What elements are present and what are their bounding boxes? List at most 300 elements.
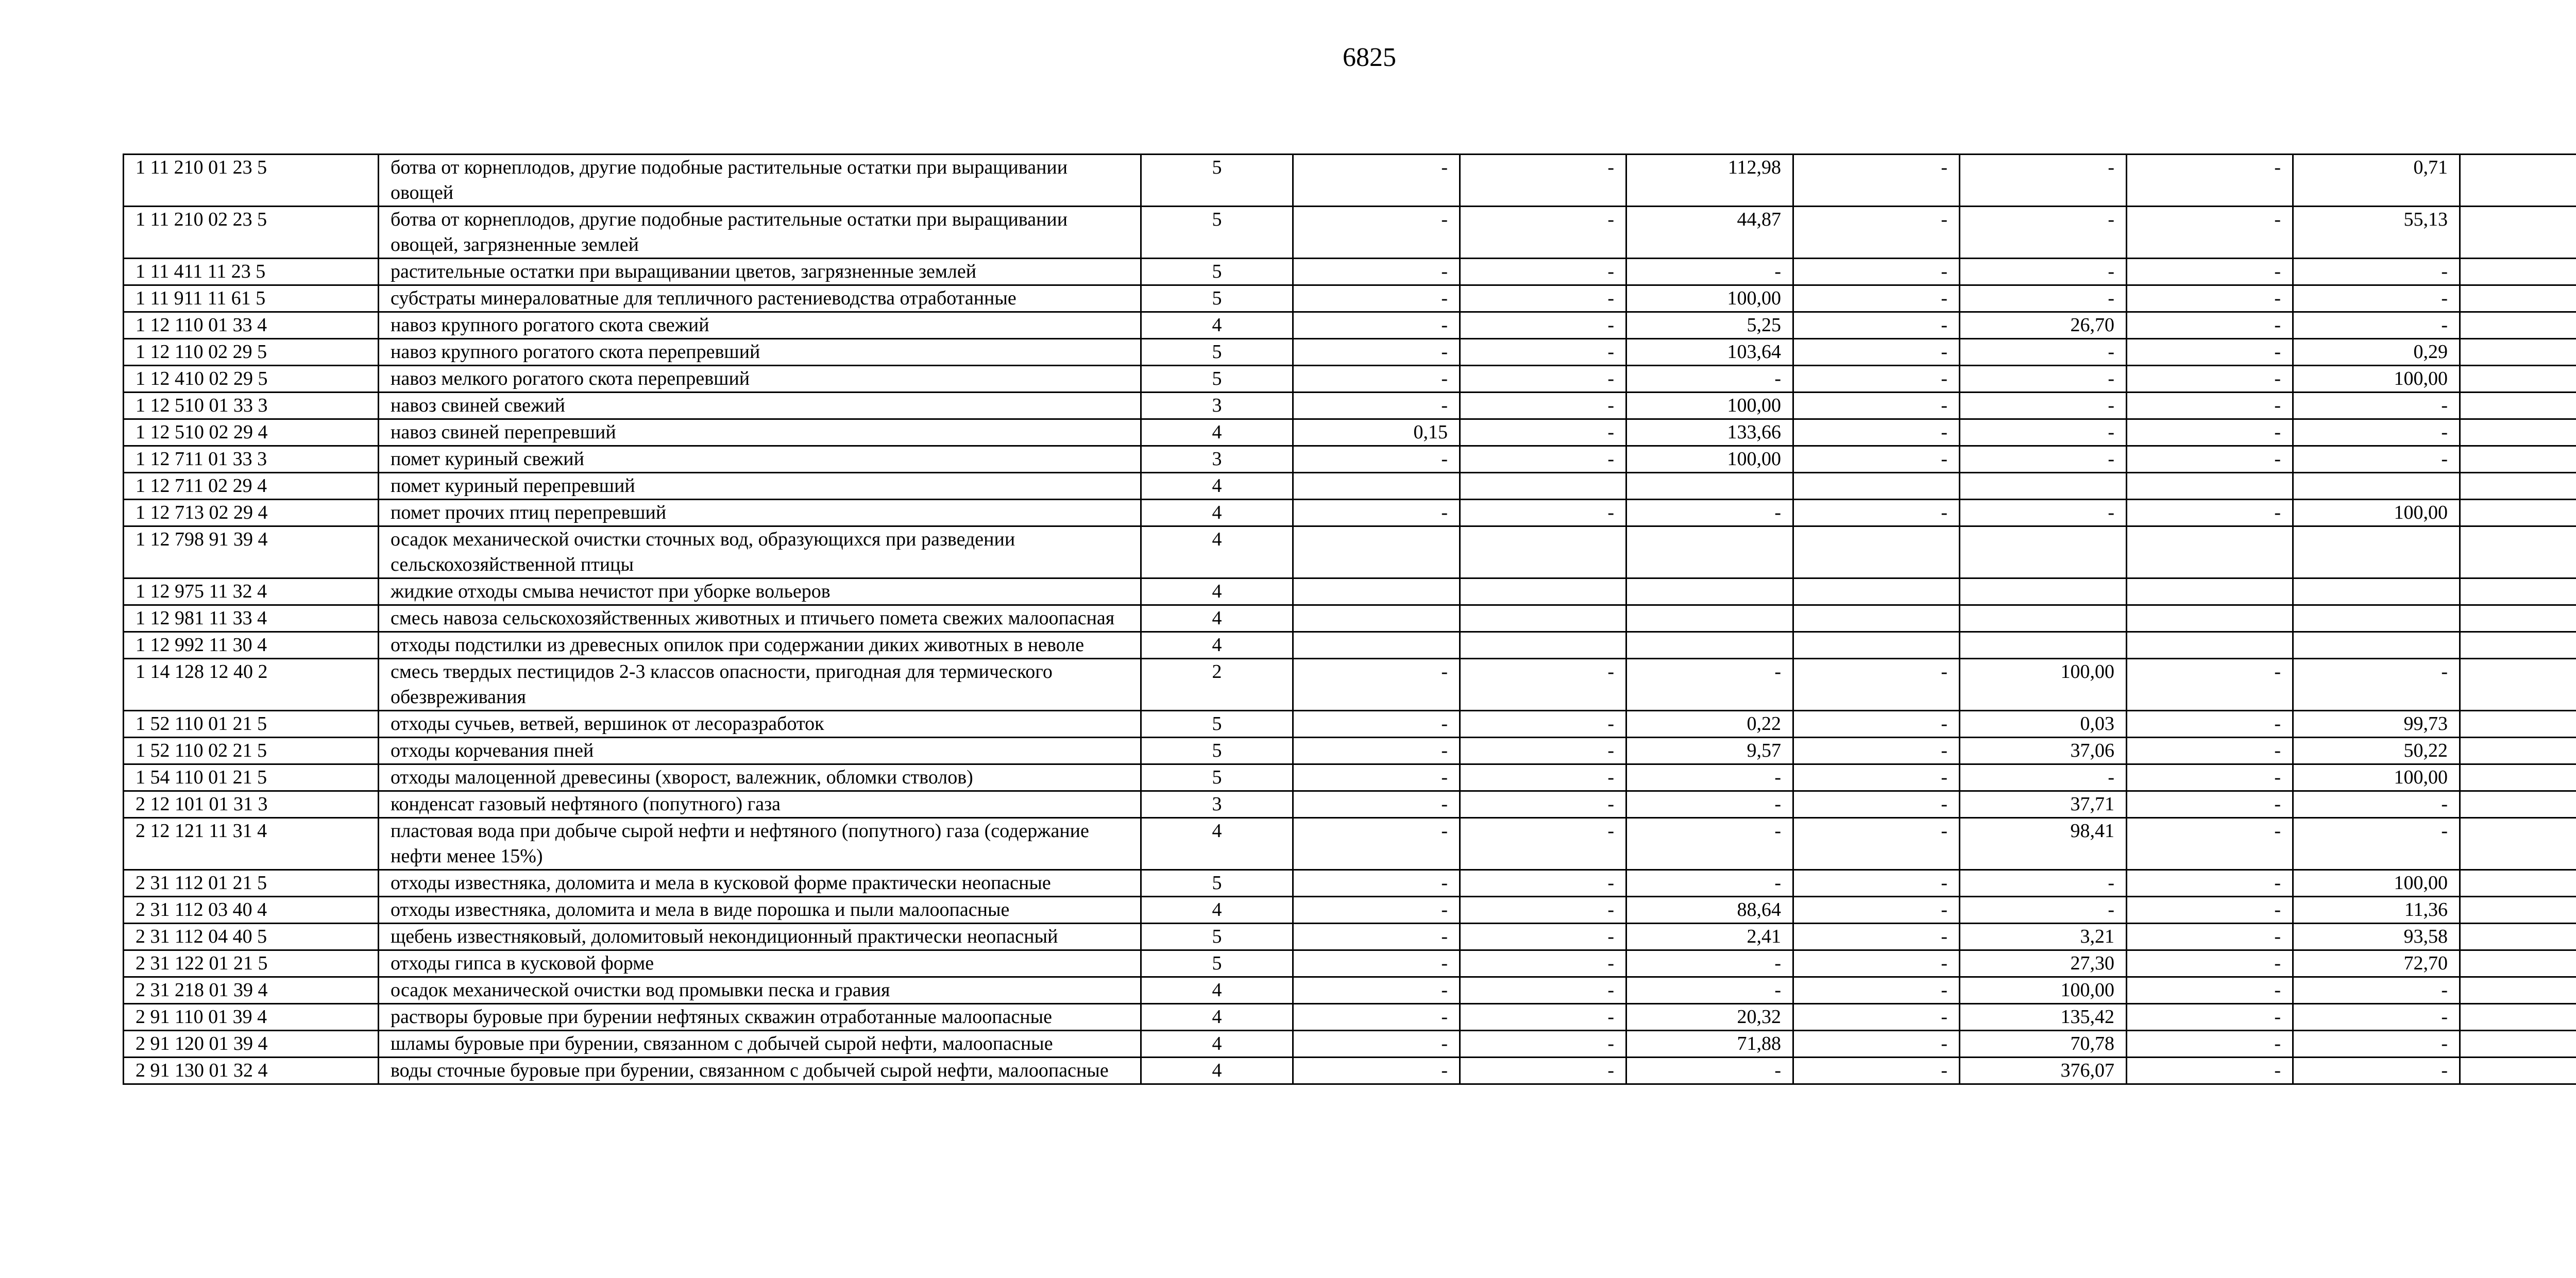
hazard-class-cell: 4 (1141, 312, 1293, 339)
table-row (124, 312, 2576, 339)
hazard-class-cell: 5 (1141, 339, 1293, 366)
value-cell: 5,25 (1626, 312, 1793, 339)
value-cell (2460, 711, 2576, 738)
hazard-class-cell: 4 (1141, 632, 1293, 659)
value-cell (2293, 473, 2460, 500)
value-cell: - (1793, 419, 1960, 446)
value-cell: - (1960, 897, 2127, 924)
hazard-class-cell: 4 (1141, 578, 1293, 605)
value-cell: - (2293, 791, 2460, 818)
value-cell: - (1793, 818, 1960, 870)
value-cell: - (1626, 791, 1793, 818)
value-cell: - (1793, 950, 1960, 977)
value-cell: 55,13 (2293, 207, 2460, 259)
waste-code-cell: 2 12 121 11 31 4 (124, 818, 379, 870)
value-cell: - (1460, 312, 1626, 339)
waste-name-cell: отходы малоценной древесины (хворост, валежник, обломки стволов) (379, 764, 1141, 791)
table-row (124, 393, 2576, 419)
waste-code-cell: 1 12 110 01 33 4 (124, 312, 379, 339)
value-cell (2293, 632, 2460, 659)
waste-name-cell: жидкие отходы смыва нечистот при уборке вольеров (379, 578, 1141, 605)
waste-code-cell: 1 12 975 11 32 4 (124, 578, 379, 605)
waste-code-cell: 2 91 110 01 39 4 (124, 1004, 379, 1031)
table-row (124, 473, 2576, 500)
value-cell: - (1793, 155, 1960, 207)
waste-code-cell: 1 12 711 02 29 4 (124, 473, 379, 500)
value-cell: - (1626, 659, 1793, 711)
table-row (124, 950, 2576, 977)
value-cell (2293, 578, 2460, 605)
table-row (124, 446, 2576, 473)
value-cell: - (1460, 393, 1626, 419)
waste-code-cell: 1 52 110 02 21 5 (124, 738, 379, 764)
value-cell: 100,00 (2293, 500, 2460, 526)
hazard-class-cell: 3 (1141, 393, 1293, 419)
waste-name-cell: воды сточные буровые при бурении, связанном с добычей сырой нефти, малоопасные (379, 1058, 1141, 1084)
value-cell (1960, 605, 2127, 632)
waste-name-cell: помет куриный перепревший (379, 473, 1141, 500)
value-cell (1793, 632, 1960, 659)
hazard-class-cell: 5 (1141, 924, 1293, 950)
value-cell: - (1793, 366, 1960, 393)
waste-name-cell: пластовая вода при добыче сырой нефти и нефтяного (попутного) газа (содержание нефти менее 15%) (379, 818, 1141, 870)
value-cell: - (1960, 155, 2127, 207)
value-cell: - (2127, 711, 2293, 738)
value-cell: - (1793, 207, 1960, 259)
hazard-class-cell: 5 (1141, 738, 1293, 764)
table-row (124, 870, 2576, 897)
value-cell: - (1960, 259, 2127, 285)
value-cell: - (2127, 791, 2293, 818)
waste-name-cell: осадок механической очистки вод промывки песка и гравия (379, 977, 1141, 1004)
hazard-class-cell: 4 (1141, 526, 1293, 578)
value-cell (1293, 632, 1460, 659)
value-cell (2460, 393, 2576, 419)
value-cell: - (2127, 207, 2293, 259)
value-cell: - (1460, 818, 1626, 870)
value-cell: 103,64 (1626, 339, 1793, 366)
waste-code-cell: 2 31 112 01 21 5 (124, 870, 379, 897)
value-cell: 0,29 (2293, 339, 2460, 366)
value-cell: - (1960, 419, 2127, 446)
value-cell: - (1460, 950, 1626, 977)
value-cell (1460, 526, 1626, 578)
value-cell: - (1460, 259, 1626, 285)
value-cell (2460, 738, 2576, 764)
hazard-class-cell: 4 (1141, 473, 1293, 500)
hazard-class-cell: 4 (1141, 977, 1293, 1004)
table-row (124, 155, 2576, 207)
value-cell: 93,58 (2293, 924, 2460, 950)
waste-code-cell: 2 31 218 01 39 4 (124, 977, 379, 1004)
value-cell: 20,32 (1626, 1004, 1793, 1031)
value-cell: 135,42 (1960, 1004, 2127, 1031)
value-cell: 11,36 (2293, 897, 2460, 924)
table-row (124, 500, 2576, 526)
value-cell (2460, 259, 2576, 285)
table-row (124, 285, 2576, 312)
waste-name-cell: ботва от корнеплодов, другие подобные растительные остатки при выращивании овощей, загрязненные землей (379, 207, 1141, 259)
value-cell: - (1460, 500, 1626, 526)
value-cell (1960, 578, 2127, 605)
hazard-class-cell: 5 (1141, 207, 1293, 259)
value-cell (2127, 526, 2293, 578)
waste-code-cell: 2 91 120 01 39 4 (124, 1031, 379, 1058)
value-cell: 0,22 (1626, 711, 1793, 738)
value-cell (1793, 605, 1960, 632)
waste-code-cell: 1 14 128 12 40 2 (124, 659, 379, 711)
value-cell: - (1460, 1031, 1626, 1058)
value-cell: - (2127, 285, 2293, 312)
value-cell: - (1293, 1031, 1460, 1058)
value-cell: - (1293, 393, 1460, 419)
table-row (124, 897, 2576, 924)
page-number: 6825 (1343, 43, 1396, 72)
value-cell: 9,57 (1626, 738, 1793, 764)
value-cell: 99,73 (2293, 711, 2460, 738)
waste-name-cell: конденсат газовый нефтяного (попутного) газа (379, 791, 1141, 818)
value-cell (2460, 285, 2576, 312)
value-cell: - (1460, 419, 1626, 446)
value-cell: - (2127, 764, 2293, 791)
value-cell: 0,71 (2293, 155, 2460, 207)
value-cell: - (1293, 155, 1460, 207)
value-cell: - (1960, 393, 2127, 419)
value-cell: - (1460, 791, 1626, 818)
hazard-class-cell: 4 (1141, 818, 1293, 870)
value-cell (1793, 578, 1960, 605)
value-cell: - (1793, 285, 1960, 312)
value-cell (2460, 870, 2576, 897)
value-cell: - (1293, 818, 1460, 870)
value-cell: - (2127, 1004, 2293, 1031)
value-cell (1626, 605, 1793, 632)
hazard-class-cell: 4 (1141, 1058, 1293, 1084)
value-cell: - (2127, 659, 2293, 711)
waste-code-cell: 2 91 130 01 32 4 (124, 1058, 379, 1084)
value-cell: - (2293, 818, 2460, 870)
value-cell: - (1626, 764, 1793, 791)
table-row (124, 818, 2576, 870)
value-cell: - (1293, 207, 1460, 259)
value-cell: - (1293, 738, 1460, 764)
waste-name-cell: помет прочих птиц перепревший (379, 500, 1141, 526)
value-cell: 0,15 (1293, 419, 1460, 446)
value-cell (2460, 924, 2576, 950)
value-cell: - (1293, 950, 1460, 977)
value-cell: 37,71 (1960, 791, 2127, 818)
value-cell: - (1793, 870, 1960, 897)
value-cell: 112,98 (1626, 155, 1793, 207)
value-cell (1960, 632, 2127, 659)
value-cell: - (1626, 977, 1793, 1004)
value-cell: - (1626, 259, 1793, 285)
value-cell (2460, 977, 2576, 1004)
value-cell: 100,00 (2293, 870, 2460, 897)
waste-code-cell: 1 12 110 02 29 5 (124, 339, 379, 366)
waste-code-cell: 1 11 411 11 23 5 (124, 259, 379, 285)
waste-name-cell: смесь навоза сельскохозяйственных животных и птичьего помета свежих малоопасная (379, 605, 1141, 632)
value-cell: - (1460, 285, 1626, 312)
value-cell: 2,41 (1626, 924, 1793, 950)
value-cell (1460, 578, 1626, 605)
waste-table (123, 154, 2576, 1085)
value-cell: - (1460, 977, 1626, 1004)
value-cell (2293, 526, 2460, 578)
value-cell (1793, 473, 1960, 500)
waste-code-cell: 1 11 911 11 61 5 (124, 285, 379, 312)
value-cell: - (1293, 897, 1460, 924)
hazard-class-cell: 5 (1141, 764, 1293, 791)
value-cell: - (1960, 339, 2127, 366)
value-cell: - (1793, 1004, 1960, 1031)
waste-code-cell: 1 52 110 01 21 5 (124, 711, 379, 738)
value-cell (2460, 155, 2576, 207)
value-cell: - (1293, 791, 1460, 818)
value-cell: - (2127, 339, 2293, 366)
table-row (124, 1004, 2576, 1031)
value-cell (2460, 950, 2576, 977)
value-cell: 100,00 (1626, 446, 1793, 473)
value-cell: 133,66 (1626, 419, 1793, 446)
waste-name-cell: смесь твердых пестицидов 2-3 классов опасности, пригодная для термического обезвреживания (379, 659, 1141, 711)
value-cell: - (1960, 285, 2127, 312)
waste-name-cell: отходы известняка, доломита и мела в виде порошка и пыли малоопасные (379, 897, 1141, 924)
waste-name-cell: отходы гипса в кусковой форме (379, 950, 1141, 977)
value-cell: - (1960, 764, 2127, 791)
waste-name-cell: навоз свиней перепревший (379, 419, 1141, 446)
value-cell: 50,22 (2293, 738, 2460, 764)
waste-name-cell: отходы сучьев, ветвей, вершинок от лесоразработок (379, 711, 1141, 738)
value-cell (2127, 578, 2293, 605)
value-cell: - (1460, 207, 1626, 259)
value-cell: 3,21 (1960, 924, 2127, 950)
hazard-class-cell: 4 (1141, 897, 1293, 924)
value-cell: - (1626, 366, 1793, 393)
value-cell (1793, 526, 1960, 578)
value-cell (2460, 473, 2576, 500)
table-row (124, 207, 2576, 259)
value-cell: - (1460, 366, 1626, 393)
waste-code-cell: 1 11 210 02 23 5 (124, 207, 379, 259)
table-row (124, 791, 2576, 818)
value-cell: - (1293, 446, 1460, 473)
waste-name-cell: осадок механической очистки сточных вод, образующихся при разведении сельскохозяйственной птицы (379, 526, 1141, 578)
value-cell: - (1460, 764, 1626, 791)
waste-code-cell: 2 31 122 01 21 5 (124, 950, 379, 977)
value-cell (2460, 632, 2576, 659)
value-cell: - (2127, 419, 2293, 446)
hazard-class-cell: 5 (1141, 285, 1293, 312)
value-cell (2293, 605, 2460, 632)
waste-name-cell: навоз крупного рогатого скота перепревший (379, 339, 1141, 366)
value-cell: - (1293, 711, 1460, 738)
table-row (124, 632, 2576, 659)
hazard-class-cell: 5 (1141, 155, 1293, 207)
value-cell: - (1793, 897, 1960, 924)
value-cell: - (2127, 950, 2293, 977)
value-cell: - (1293, 1058, 1460, 1084)
value-cell (2460, 419, 2576, 446)
value-cell (1293, 473, 1460, 500)
value-cell: - (1793, 924, 1960, 950)
waste-code-cell: 1 12 510 01 33 3 (124, 393, 379, 419)
value-cell: 27,30 (1960, 950, 2127, 977)
value-cell: - (2127, 1058, 2293, 1084)
value-cell: - (1460, 870, 1626, 897)
hazard-class-cell: 3 (1141, 446, 1293, 473)
hazard-class-cell: 5 (1141, 259, 1293, 285)
waste-name-cell: растворы буровые при бурении нефтяных скважин отработанные малоопасные (379, 1004, 1141, 1031)
table-row (124, 764, 2576, 791)
value-cell (2460, 1058, 2576, 1084)
value-cell (1626, 526, 1793, 578)
waste-table-body (124, 155, 2576, 1084)
value-cell (2460, 526, 2576, 578)
value-cell: - (2293, 312, 2460, 339)
value-cell: - (1793, 446, 1960, 473)
value-cell: - (1793, 659, 1960, 711)
waste-code-cell: 1 12 798 91 39 4 (124, 526, 379, 578)
value-cell: 70,78 (1960, 1031, 2127, 1058)
value-cell: - (2127, 366, 2293, 393)
value-cell: - (2293, 446, 2460, 473)
value-cell: - (1460, 1004, 1626, 1031)
value-cell: - (2293, 285, 2460, 312)
value-cell: 98,41 (1960, 818, 2127, 870)
value-cell (2127, 605, 2293, 632)
waste-code-cell: 2 31 112 03 40 4 (124, 897, 379, 924)
value-cell (2460, 312, 2576, 339)
value-cell: - (2127, 924, 2293, 950)
value-cell (2460, 207, 2576, 259)
value-cell (1460, 605, 1626, 632)
value-cell: - (1626, 870, 1793, 897)
table-row (124, 1031, 2576, 1058)
value-cell: - (1793, 259, 1960, 285)
value-cell (1293, 578, 1460, 605)
value-cell: - (2293, 1031, 2460, 1058)
value-cell: - (1793, 1058, 1960, 1084)
value-cell: - (1460, 738, 1626, 764)
waste-code-cell: 1 12 713 02 29 4 (124, 500, 379, 526)
value-cell: - (1460, 711, 1626, 738)
value-cell (2460, 605, 2576, 632)
value-cell: - (2127, 446, 2293, 473)
table-row (124, 977, 2576, 1004)
value-cell (1460, 632, 1626, 659)
value-cell: - (1960, 446, 2127, 473)
value-cell: 100,00 (1960, 659, 2127, 711)
value-cell: - (2127, 1031, 2293, 1058)
hazard-class-cell: 4 (1141, 1031, 1293, 1058)
value-cell: - (1793, 764, 1960, 791)
value-cell: - (2293, 659, 2460, 711)
value-cell: - (1960, 870, 2127, 897)
hazard-class-cell: 4 (1141, 419, 1293, 446)
value-cell (1293, 526, 1460, 578)
value-cell (1626, 632, 1793, 659)
waste-name-cell: навоз свиней свежий (379, 393, 1141, 419)
value-cell: - (2127, 897, 2293, 924)
hazard-class-cell: 3 (1141, 791, 1293, 818)
hazard-class-cell: 5 (1141, 366, 1293, 393)
waste-code-cell: 1 12 981 11 33 4 (124, 605, 379, 632)
waste-name-cell: навоз мелкого рогатого скота перепревший (379, 366, 1141, 393)
value-cell (2460, 897, 2576, 924)
waste-code-cell: 1 12 510 02 29 4 (124, 419, 379, 446)
waste-name-cell: щебень известняковый, доломитовый некондиционный практически неопасный (379, 924, 1141, 950)
value-cell: - (1293, 312, 1460, 339)
value-cell (1626, 473, 1793, 500)
hazard-class-cell: 5 (1141, 711, 1293, 738)
value-cell: - (2127, 259, 2293, 285)
value-cell: - (1293, 285, 1460, 312)
value-cell: 71,88 (1626, 1031, 1793, 1058)
value-cell (1293, 605, 1460, 632)
value-cell: - (1293, 924, 1460, 950)
table-row (124, 259, 2576, 285)
value-cell: - (2127, 155, 2293, 207)
waste-name-cell: ботва от корнеплодов, другие подобные растительные остатки при выращивании овощей (379, 155, 1141, 207)
waste-code-cell: 1 12 410 02 29 5 (124, 366, 379, 393)
value-cell: - (1460, 1058, 1626, 1084)
value-cell (2460, 1031, 2576, 1058)
value-cell: - (1460, 339, 1626, 366)
value-cell: 100,00 (2293, 764, 2460, 791)
value-cell (2460, 339, 2576, 366)
value-cell: 72,70 (2293, 950, 2460, 977)
value-cell: - (1793, 711, 1960, 738)
value-cell: - (1293, 659, 1460, 711)
value-cell: 88,64 (1626, 897, 1793, 924)
value-cell: - (2293, 977, 2460, 1004)
value-cell: - (1293, 870, 1460, 897)
value-cell: - (1793, 312, 1960, 339)
waste-name-cell: растительные остатки при выращивании цветов, загрязненные землей (379, 259, 1141, 285)
value-cell: - (1626, 500, 1793, 526)
waste-code-cell: 1 11 210 01 23 5 (124, 155, 379, 207)
value-cell: - (2293, 259, 2460, 285)
table-row (124, 526, 2576, 578)
value-cell: - (1460, 924, 1626, 950)
value-cell: 26,70 (1960, 312, 2127, 339)
value-cell: - (2293, 419, 2460, 446)
value-cell (1626, 578, 1793, 605)
value-cell: - (1793, 977, 1960, 1004)
value-cell: - (2293, 1004, 2460, 1031)
value-cell: - (1960, 500, 2127, 526)
value-cell: - (1293, 500, 1460, 526)
value-cell: - (1960, 366, 2127, 393)
value-cell: - (1960, 207, 2127, 259)
waste-name-cell: отходы известняка, доломита и мела в кусковой форме практически неопасные (379, 870, 1141, 897)
value-cell: - (1626, 950, 1793, 977)
value-cell: - (1293, 259, 1460, 285)
table-row (124, 1058, 2576, 1084)
hazard-class-cell: 5 (1141, 950, 1293, 977)
value-cell: 44,87 (1626, 207, 1793, 259)
value-cell (2460, 446, 2576, 473)
value-cell: - (1460, 446, 1626, 473)
hazard-class-cell: 5 (1141, 870, 1293, 897)
waste-code-cell: 2 31 112 04 40 5 (124, 924, 379, 950)
table-row (124, 738, 2576, 764)
value-cell: - (2293, 393, 2460, 419)
value-cell: - (1793, 1031, 1960, 1058)
value-cell: - (1460, 659, 1626, 711)
value-cell: - (1293, 764, 1460, 791)
